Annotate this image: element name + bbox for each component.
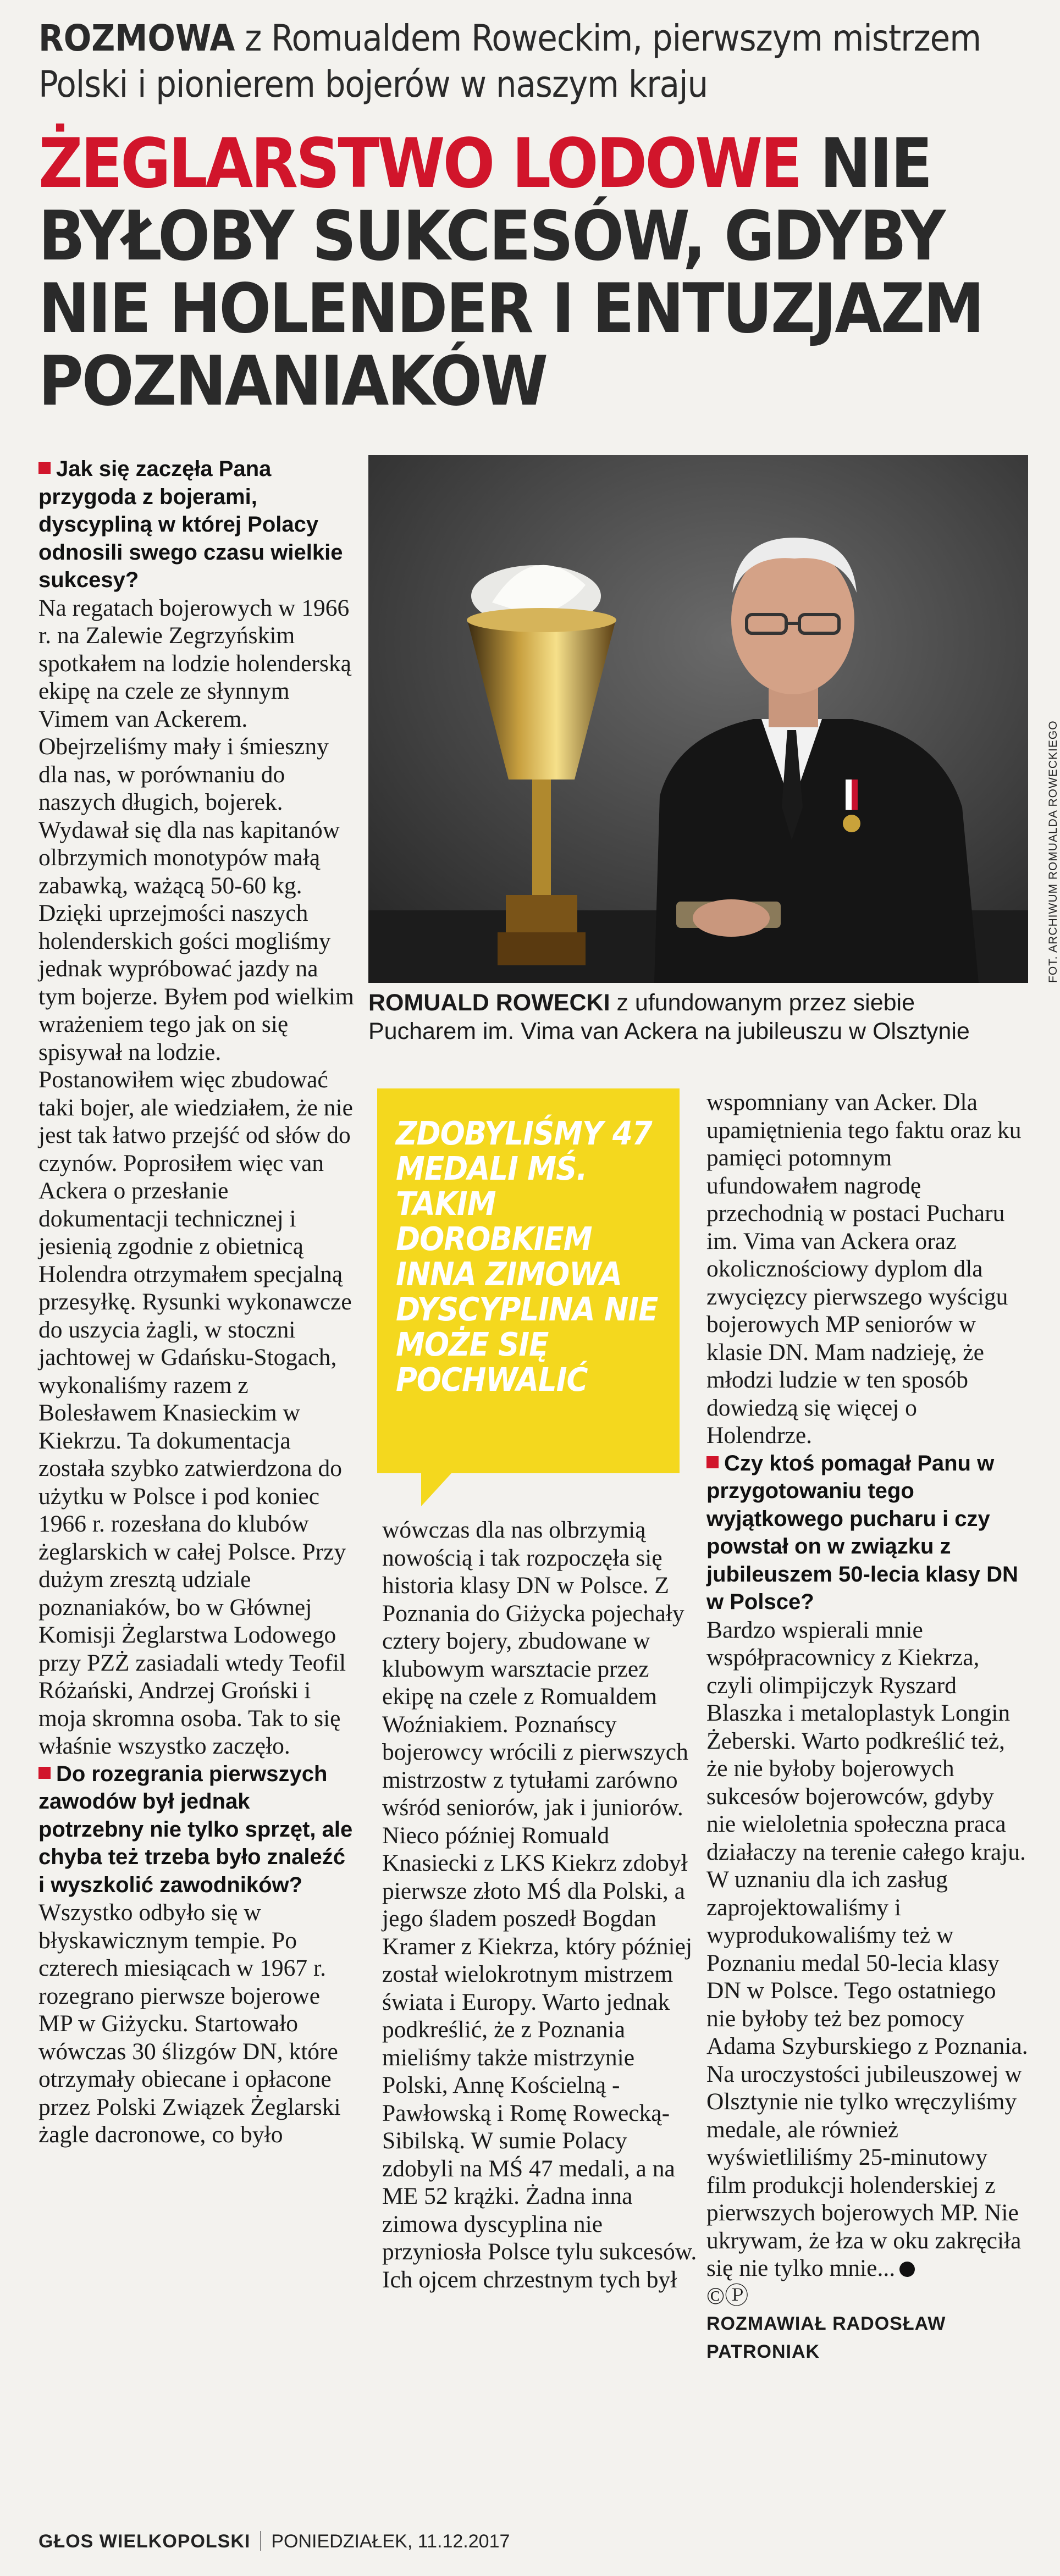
column-3 — [706, 1088, 1028, 2365]
question-1: Jak się zaczęła Pana przygoda z bojerami, dyscypliną w której Polacy odnosili swego czasu wielkie sukcesy? — [38, 457, 343, 592]
photo-caption — [368, 988, 1028, 1046]
publication-date: PONIEDZIAŁEK, 11.12.2017 — [271, 2531, 510, 2552]
footer-divider — [260, 2531, 261, 2551]
question-3: Czy ktoś pomagał Panu w przygotowaniu tego wyjątkowego pucharu i czy powstał on w związku z jubileuszem 50-lecia klasy DN w Polsce? — [706, 1451, 1018, 1614]
headline-rest: NIE BYŁOBY SUKCESÓW, GDYBY NIE HOLENDER I ENTUZJAZM POZNANIAKÓW — [38, 124, 983, 421]
column-2 — [382, 1516, 698, 2293]
copyright-mark: ©Ⓟ — [706, 2282, 749, 2309]
question-2: Do rozegrania pierwszych zawodów był jednak potrzebny nie tylko sprzęt, ale chyba też trzeba było znaleźć i wyszkolić zawodników? — [38, 1761, 353, 1897]
photo-illustration — [368, 455, 1028, 983]
col2-paragraph-2: Nieco później Romuald Knasiecki z LKS Kiekrz zdobył pierwsze złoto MŚ dla Polski, a jego śladem poszedł Bogdan Kramer z Kiekrza, który później został wielokrotnym mistrzem świata i Europy. Warto jednak podkreślić, że z Poznania mieliśmy także mistrzynie Polski, Annę Kościelną -Pawłowską i Romę Rowecką-Sibilską. W sumie Polacy zdobyli na MŚ 47 medali, a na ME 52 krążki. Żadna inna zimowa dyscyplina nie przyniosła Polsce tylu sukcesów. Ich ojcem chrzestnym tych był — [382, 1822, 697, 2293]
headline-red: ŻEGLARSTWO LODOWE — [38, 124, 800, 203]
question-marker — [38, 1767, 51, 1779]
article-headline — [38, 124, 1028, 421]
publication-name: GŁOS WIELKOPOLSKI — [38, 2531, 251, 2552]
end-mark-icon — [899, 2262, 915, 2277]
kicker-text: z Romualdem Roweckim, pierwszym mistrzem Polski i pionierem bojerów w naszym kraju — [38, 17, 981, 106]
answer-2: Wszystko odbyło się w błyskawicznym tempie. Po czterech miesiącach w 1967 r. rozegrano pierwsze bojerowe MP w Giżycku. Startowało wówczas 30 ślizgów DN, które otrzymały obiecane i opłacone przez Polski Związek Żeglarski żagle dacronowe, co było — [38, 1899, 341, 2148]
caption-text: z ufundowanym przez siebie Pucharem im. Vima van Ackera na jubileuszu w Olsztynie — [368, 990, 970, 1044]
article-kicker — [38, 15, 1023, 108]
answer-3: Bardzo wspierali mnie współpracownicy z Kiekrza, czyli olimpijczyk Ryszard Blaszka i metaloplastyk Longin Żeberski. Warto podkreślić też, że nie byłoby bojerowych sukcesów bojerowców, gdyby nie wieloletnia społeczna praca działaczy na terenie całego kraju. W uznaniu dla ich zasług zaprojektowaliśmy i wyprodukowaliśmy też w Poznaniu medal 50-lecia klasy DN w Polsce. Tego ostatniego nie byłoby też bez pomocy Adama Szyburskiego z Poznania. Na uroczystości jubileuszowej w Olsztynie nie tylko wręczyliśmy medale, ale również wyświetliliśmy 25-minutowy film produkcji holenderskiej z pierwszych bojerowych MP. Nie ukrywam, że łza w oku zakręciła się nie tylko mnie... — [706, 1616, 1028, 2281]
photo-credit: FOT. ARCHIWUM ROMUALDA ROWECKIEGO — [1047, 720, 1059, 983]
caption-name: ROMUALD ROWECKI — [368, 990, 610, 1016]
kicker-lead: ROZMOWA — [38, 17, 235, 59]
article-photo — [368, 455, 1028, 983]
col3-paragraph-1: wspomniany van Acker. Dla upamiętnienia tego faktu oraz ku pamięci potomnym ufundowałem nagrodę przechodnią w postaci Pucharu im. Vima van Ackera oraz okolicznościowy dyplom dla zwycięzcy pierwszego wyścigu bojerowych MP seniorów w klasie DN. Mam nadzieję, że młodzi ludzie w ten sposób dowiedzą się więcej o Holendrze. — [706, 1089, 1022, 1449]
question-marker — [38, 462, 51, 474]
interviewer-signoff: ROZMAWIAŁ RADOSŁAW PATRONIAK — [706, 2313, 946, 2362]
pullquote-text: ZDOBYLIŚMY 47 MEDALI MŚ. TAKIM DOROBKIEM INNA ZIMOWA DYSCYPLINA NIE MOŻE SIĘ POCHWALIĆ — [396, 1114, 658, 1398]
page-footer — [38, 2528, 1028, 2555]
col2-paragraph-1: wówczas dla nas olbrzymią nowością i tak rozpoczęła się historia klasy DN w Polsce. Z Poznania do Giżycka pojechały cztery bojery, zbudowane w klubowym warsztacie przez ekipę na czele z Romualdem Woźniakiem. Poznańscy bojerowcy wrócili z pierwszych mistrzostw z tytułami zarówno wśród seniorów, jak i juniorów. — [382, 1517, 688, 1821]
column-1 — [38, 455, 357, 2149]
question-marker — [706, 1456, 719, 1468]
answer-1: Na regatach bojerowych w 1966 r. na Zalewie Zegrzyńskim spotkałem na lodzie holenderską ekipę na czele ze słynnym Vimem van Ackerem. Obejrzeliśmy mały i śmieszny dla nas, w porównaniu do naszych długich, bojerek. Wydawał się dla nas kapitanów olbrzymich monotypów małą zabawką, ważącą 50-60 kg. Dzięki uprzejmości naszych holenderskich gości mogliśmy jednak wypróbować jazdy na tym bojerze. Byłem pod wielkim wrażeniem tego jak on się spisywał na lodzie. Postanowiłem więc zbudować taki bojer, ale wiedziałem, że nie jest tak łatwo przejść od słów do czynów. Poprosiłem więc van Ackera o przesłanie dokumentacji technicznej i jesienią zgodnie z obietnicą Holendra otrzymałem specjalną przesyłkę. Rysunki wykonawcze do uszycia żagli, w stoczni jachtowej w Gdańsku-Stogach, wykonaliśmy razem z Bolesławem Knasieckim w Kiekrzu. Ta dokumentacja została szybko zatwierdzona do użytku w Polsce i pod koniec 1966 r. rozesłana do klubów żeglarskich w całej Polsce. Przy dużym zresztą udziale poznaniaków, bo w Głównej Komisji Żeglarstwa Lodowego przy PZŻ zasiadali wtedy Teofil Różański, Andrzej Groński i moja skromna osoba. Tak to się właśnie wszystko zaczęło. — [38, 594, 354, 1759]
